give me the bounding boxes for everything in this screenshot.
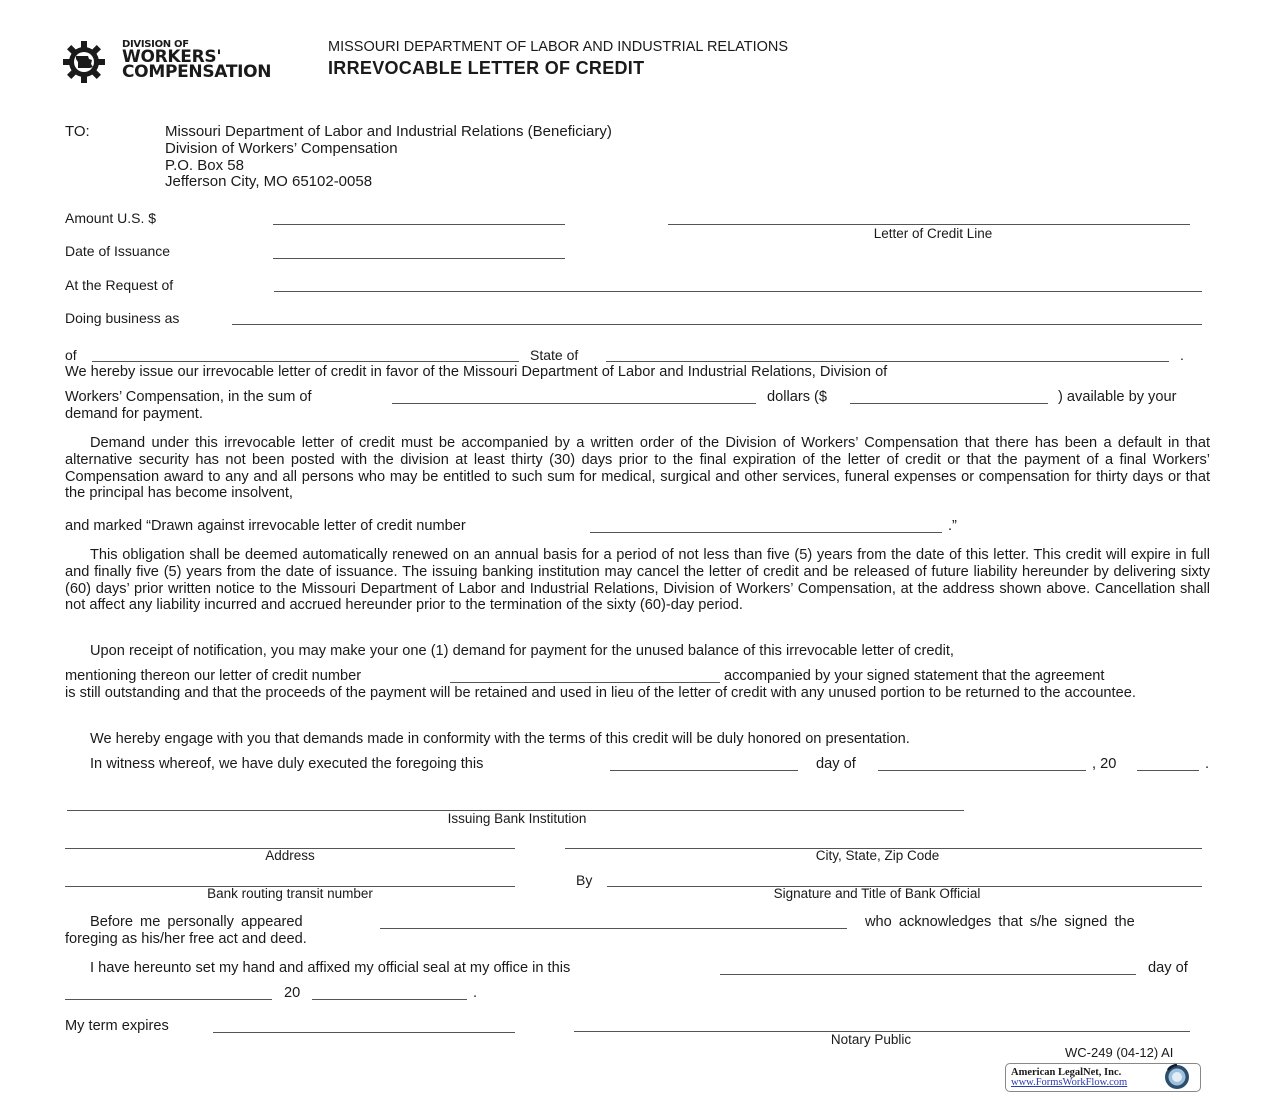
logo-line3: COMPENSATION (122, 62, 272, 82)
appeared-text: Before me personally appeared (90, 914, 303, 930)
recipient-line-4: Jefferson City, MO 65102-0058 (165, 173, 373, 190)
upon-line-1: Upon receipt of notification, you may make your one (1) demand for payment for the unused balance of this irrevocable letter of credit, (90, 643, 954, 659)
of-field[interactable] (92, 361, 519, 362)
recipient-line-3: P.O. Box 58 (165, 157, 244, 174)
notary-year-prefix: 20 (284, 985, 301, 1001)
dba-field[interactable] (232, 324, 1202, 325)
issue-line-3: demand for payment. (65, 406, 203, 422)
engage-text: We hereby engage with you that demands made in conformity with the terms of this credit will be duly honored on presentation. (90, 731, 910, 747)
bank-official-signature-label: Signature and Title of Bank Official (773, 886, 981, 901)
term-expires-label: My term expires (65, 1018, 169, 1034)
marked-text: and marked “Drawn against irrevocable letter of credit number (65, 518, 466, 534)
letter-of-credit-line-field[interactable] (668, 224, 1190, 225)
sum-in-words-field[interactable] (392, 403, 756, 404)
vendor-link[interactable]: www.FormsWorkFlow.com (1011, 1077, 1128, 1088)
vendor-name: American LegalNet, Inc. (1011, 1067, 1122, 1078)
credit-number-field[interactable] (590, 532, 942, 533)
state-of-label: State of (530, 347, 579, 363)
request-of-label: At the Request of (65, 277, 174, 293)
notary-year-field[interactable] (312, 999, 467, 1000)
term-expires-field[interactable] (213, 1032, 515, 1033)
appeared-name-field[interactable] (380, 928, 847, 929)
recipient-line-2: Division of Workers’ Compensation (165, 140, 398, 157)
of-label: of (65, 347, 77, 363)
form-number: WC-249 (04-12) AI (1065, 1045, 1174, 1060)
routing-number-label: Bank routing transit number (207, 886, 373, 901)
sum-number-field[interactable] (850, 403, 1048, 404)
recipient-line-1: Missouri Department of Labor and Industrial Relations (Beneficiary) (165, 123, 612, 140)
by-label: By (576, 872, 593, 888)
logo (62, 40, 287, 82)
issue-line-2b: dollars ($ (767, 389, 828, 405)
witness-year-prefix: , 20 (1092, 756, 1117, 772)
obligation-text: This obligation shall be deemed automatically renewed on an annual basis for a period of not less than five (5) years from the date of this letter. This credit will expire in full and finally five (5) years from the date of issuance. The issuing banking institution may cancel the letter of credit and be released of future liability hereunder by delivering sixty (60) days’ prior written notice to the Missouri Department of Labor and Industrial Relations, Division of Workers’ Compensation, at the address shown above. Cancellation shall not affect any liability incurred and accrued hereunder prior to the termination of the sixty (60)-day period. (65, 547, 1210, 614)
logo-line1: DIVISION OF (122, 39, 189, 50)
date-of-issuance-field[interactable] (273, 258, 565, 259)
amount-label: Amount U.S. $ (65, 210, 157, 226)
department-name: MISSOURI DEPARTMENT OF LABOR AND INDUSTRIAL RELATIONS (328, 39, 789, 55)
vendor-badge (1005, 1063, 1201, 1092)
amount-field[interactable] (273, 224, 565, 225)
witness-period: . (1205, 756, 1210, 772)
witness-year-field[interactable] (1137, 770, 1199, 771)
upon-line-2b: accompanied by your signed statement that the agreement (724, 668, 1105, 684)
logo-line2: WORKERS' (122, 47, 222, 67)
notary-month-field[interactable] (65, 999, 272, 1000)
request-of-field[interactable] (274, 291, 1202, 292)
obligation-paragraph (65, 547, 1210, 614)
dba-label: Doing business as (65, 310, 180, 326)
notary-day-of: day of (1148, 960, 1188, 976)
notary-public-label: Notary Public (830, 1032, 912, 1047)
globe-icon (1164, 1064, 1190, 1090)
state-of-field[interactable] (606, 361, 1169, 362)
upon-line-2a: mentioning thereon our letter of credit number (65, 668, 362, 684)
state-period: . (1180, 347, 1184, 363)
hand-seal-text: I have hereunto set my hand and affixed my official seal at my office in this (90, 960, 571, 976)
witness-day-of: day of (816, 756, 856, 772)
issuing-bank-label: Issuing Bank Institution (447, 811, 587, 826)
issue-line-2c: ) available by your (1058, 389, 1177, 405)
demand-text: Demand under this irrevocable letter of credit must be accompanied by a written order of the Division of Workers’ Compensation that there has been a default in that alternative security has not been posted with the division at least thirty (30) days prior to the final expiration of the letter of credit or that the payment of a final Workers’ Compensation award to any and all persons who may be entitled to such sum for medical, surgical and other services, funeral expenses or compensation for thirty days or that the principal has become insolvent, (65, 435, 1210, 502)
gear-with-missouri-icon (62, 40, 106, 84)
notary-year-period: . (473, 985, 478, 1001)
free-act-text: foreging as his/her free act and deed. (65, 931, 307, 947)
notary-day-field[interactable] (720, 974, 1136, 975)
upon-rest: is still outstanding and that the proceeds of the payment will be retained and used in lieu of the letter of credit with any unused portion to be returned to the accountee. (65, 685, 1136, 701)
issue-line-1: We hereby issue our irrevocable letter of credit in favor of the Missouri Department of Labor and Industrial Relations, Division of (65, 364, 888, 380)
witness-month-field[interactable] (878, 770, 1086, 771)
acknowledges-text: who acknowledges that s/he signed the (865, 914, 1135, 930)
upon-credit-number-field[interactable] (450, 682, 720, 683)
city-state-zip-label: City, State, Zip Code (815, 848, 940, 863)
witness-day-field[interactable] (610, 770, 798, 771)
marked-close: .” (948, 518, 957, 534)
to-label: TO: (65, 123, 90, 140)
demand-paragraph (65, 435, 1210, 502)
page-title: IRREVOCABLE LETTER OF CREDIT (328, 58, 645, 78)
witness-text: In witness whereof, we have duly executed the foregoing this (90, 756, 484, 772)
letter-of-credit-line-label: Letter of Credit Line (873, 226, 993, 241)
issue-line-2a: Workers’ Compensation, in the sum of (65, 389, 312, 405)
address-label: Address (265, 848, 315, 863)
date-of-issuance-label: Date of Issuance (65, 243, 171, 259)
